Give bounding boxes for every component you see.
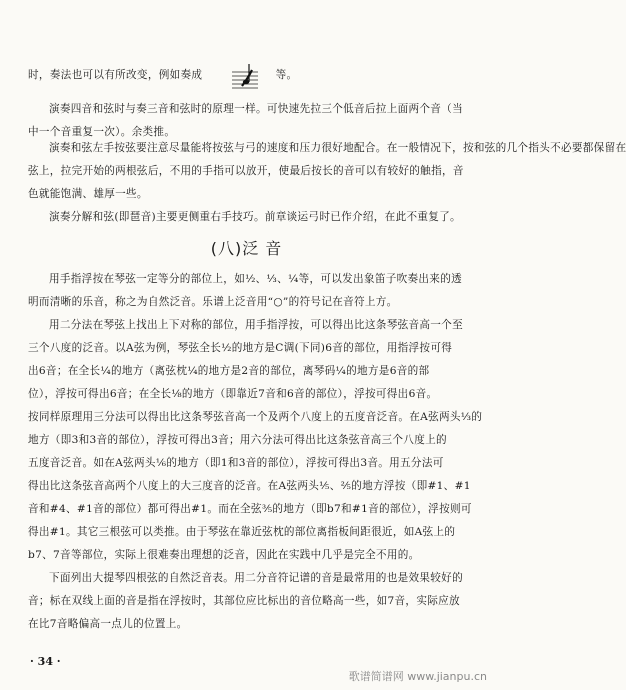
page-number: · 34 ·	[30, 655, 61, 668]
harmonics-body: 用手指浮按在琴弦一定等分的部位上，如½、⅓、¼等，可以发出象笛子吹奏出来的透 明而清晰的乐音，称之为自然泛音。乐谱上泛音用“○”的符号记在音符上方。 用二分法在琴弦上找出上下对称的部位，用手指浮按，可以得出比这条琴弦音高一个至 三个八度的泛音。以A弦为例，琴弦全长½的地方是C调(下同)6音的部位，用指浮按可得 出6音；在全长¼的地方（离弦枕¼的地方是2音的部位，离琴码¼的地方是6音的部 位），浮按可得出6音；在全长⅛的地方（即靠近7音和6音的部位），浮按可得出6音。 按同样原理用三分法可以得出比这条琴弦音高一个及两个八度上的五度音泛音。在A弦两头⅓的 地方（即3和3音的部位），浮按可得出3音；用六分法可得出比这条弦音高三个八度上的 五度音泛音。如在A弦两头⅙的地方（即1和3音的部位），浮按可得出3音。用五分法可 得出比这条弦音高两个八度上的大三度音的泛音。在A弦两头⅕、⅖的地方浮按（即#1、#1 音和#4、#1音的部位）都可得出#1。而在全弦⅗的地方（即b7和#1音的部位），浮按则可 得出#1。其它三根弦可以类推。由于琴弦在靠近弦枕的部位离指板间距很近，如A弦上的 b7、7音等部位，实际上很难奏出理想的泛音，因此在实践中几乎是完全不用的。 下面列出大提琴四根弦的自然泛音表。用二分音符记谱的音是最常用的也是效果较好的 音；标在双线上面的音是指在浮按时，其部位应比标出的音位略高一些，如7音，实际应放 在比7音略偏高一点儿的位置上。	[28, 273, 483, 630]
paragraph-2: 演奏四音和弦时与奏三音和弦时的原理一样。可快速先拉三个低音后拉上面两个音（当 中一个音重复一次）。余类推。	[28, 103, 463, 138]
music-notation-icon	[232, 60, 258, 94]
paragraph-4: 演奏分解和弦(即琶音)主要更侧重右手技巧。前章谈运弓时已作介绍，在此不重复了。	[49, 211, 461, 223]
top-line-text: 时，奏法也可以有所改变，例如奏成	[28, 69, 203, 81]
paragraph-3: 演奏和弦左手按弦要注意尽量能将按弦与弓的速度和压力很好地配合。在一般情况下，按和弦的几个指头不必要都保留在 弦上，拉完开始的两根弦后，不用的手指可以放开，使最后按长的音可以有较好的触指，音 色就能饱满、雄厚一些。	[28, 142, 626, 200]
section-title: (八)泛 音	[210, 239, 283, 258]
watermark: 歌谱简谱网 www.jianpu.cn	[348, 670, 487, 683]
top-line-suffix: 等。	[275, 69, 298, 81]
